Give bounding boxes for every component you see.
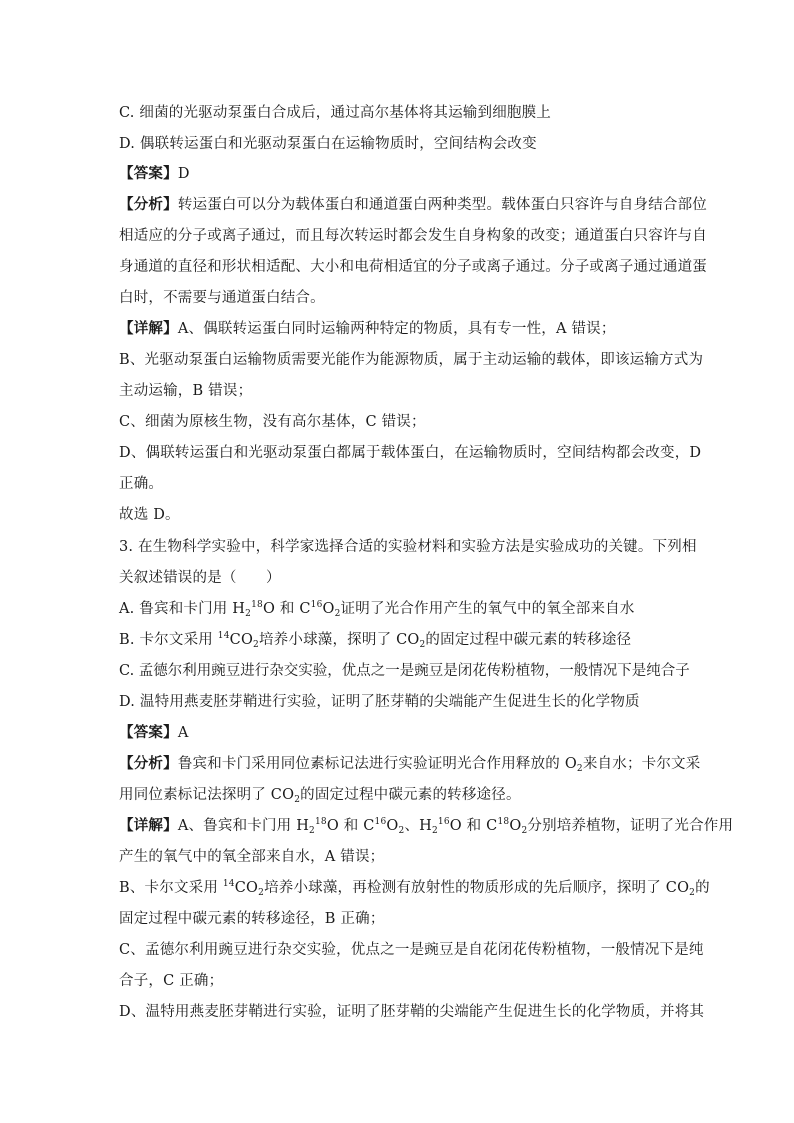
q3-detail-d-line-1: D、温特用燕麦胚芽鞘进行实验，证明了胚芽鞘的尖端能产生促进生长的化学物质，并将其 — [119, 1004, 705, 1020]
q2-detail-b-line-2: 主动运输，B 错误； — [119, 383, 253, 399]
answer-label: 【答案】 — [119, 165, 178, 182]
answer-value: A — [177, 725, 189, 741]
q3-option-a: A. 鲁宾和卡门用 $H_2^{18}O$ 和 $C^{16}O_2$证明了光合作用产生的氧气中的氧全部来自水 — [119, 600, 635, 619]
analysis-label: 【分析】 — [119, 196, 178, 213]
q2-analysis-line-3: 身通道的直径和形状相适配、大小和电荷相适宜的分子或离子通过。分子或离子通过通道蛋 — [119, 259, 707, 275]
q2-option-d: D. 偶联转运蛋白和光驱动泵蛋白在运输物质时，空间结构会改变 — [119, 136, 537, 152]
q3-detail-a-line-2: 产生的氧气中的氧全部来自水，A 错误； — [119, 849, 385, 865]
q2-option-c: C. 细菌的光驱动泵蛋白合成后，通过高尔基体将其运输到细胞膜上 — [119, 105, 551, 121]
q3-analysis-line-2: 用同位素标记法探明了 $CO_2$的固定过程中碳元素的转移途径。 — [119, 787, 521, 805]
q2-analysis-line-4: 白时，不需要与通道蛋白结合。 — [119, 290, 325, 306]
q3-detail-c-line-1: C、孟德尔利用豌豆进行杂交实验，优点之一是豌豆是自花闭花传粉植物，一般情况下是纯 — [119, 942, 704, 958]
q3-stem-line-2: 关叙述错误的是（ ） — [119, 570, 281, 586]
q3-detail-b-line-2: 固定过程中碳元素的转移途径，B 正确； — [119, 911, 385, 927]
q3-detail-b-line-1: B、卡尔文采用 $^{14}CO_2$培养小球藻，再检测有放射性的物质形成的先后顺序，探明了 $CO_2$的 — [119, 879, 710, 898]
q3-option-d: D. 温特用燕麦胚芽鞘进行实验，证明了胚芽鞘的尖端能产生促进生长的化学物质 — [119, 694, 640, 710]
q2-detail-d-line-1: D、偶联转运蛋白和光驱动泵蛋白都属于载体蛋白，在运输物质时，空间结构都会改变，D — [119, 445, 702, 461]
detail-label: 【详解】 — [119, 817, 178, 834]
q3-stem-line-1: 3. 在生物科学实验中，科学家选择合适的实验材料和实验方法是实验成功的关键。下列相 — [119, 539, 697, 555]
q2-answer — [119, 164, 190, 184]
q2-detail-a: 【详解】A、偶联转运蛋白同时运输两种特定的物质，具有专一性，A 错误； — [119, 320, 616, 337]
q2-analysis-line-2: 相适应的分子或离子通过，而且每次转运时都会发生自身构象的改变；通道蛋白只容许与自 — [119, 228, 707, 244]
q3-option-c: C. 孟德尔利用豌豆进行杂交实验，优点之一是豌豆是闭花传粉植物，一般情况下是纯合子 — [119, 663, 690, 679]
q2-detail-c: C、细菌为原核生物，没有高尔基体，C 错误； — [119, 414, 426, 430]
q3-option-b: B. 卡尔文采用 $^{14}CO_2$培养小球藻，探明了 $CO_2$的固定过程中碳元素的转移途径 — [119, 631, 632, 650]
analysis-label: 【分析】 — [119, 755, 178, 772]
q2-detail-d-line-2: 正确。 — [119, 476, 164, 492]
detail-label: 【详解】 — [119, 320, 178, 337]
q3-detail-c-line-2: 合子，C 正确； — [119, 973, 224, 989]
q3-answer — [119, 723, 188, 743]
q2-conclusion: 故选 D。 — [119, 507, 180, 523]
answer-label: 【答案】 — [119, 724, 178, 741]
q2-analysis-line-1: 【分析】转运蛋白可以分为载体蛋白和通道蛋白两种类型。载体蛋白只容许与自身结合部位 — [119, 196, 708, 213]
q3-detail-a-line-1: 【详解】A、鲁宾和卡门用 $H_2^{18}O$ 和 $C^{16}O_2$、$H_2^{16}O$ 和 $C^{18}O_2$分别培养植物，证明了光合作用 — [119, 817, 734, 836]
answer-value: D — [177, 166, 190, 182]
q2-detail-b-line-1: B、光驱动泵蛋白运输物质需要光能作为能源物质，属于主动运输的载体，即该运输方式为 — [119, 352, 704, 368]
q3-analysis-line-1: 【分析】鲁宾和卡门采用同位素标记法进行实验证明光合作用释放的 $O_2$来自水；卡尔文采 — [119, 755, 701, 774]
